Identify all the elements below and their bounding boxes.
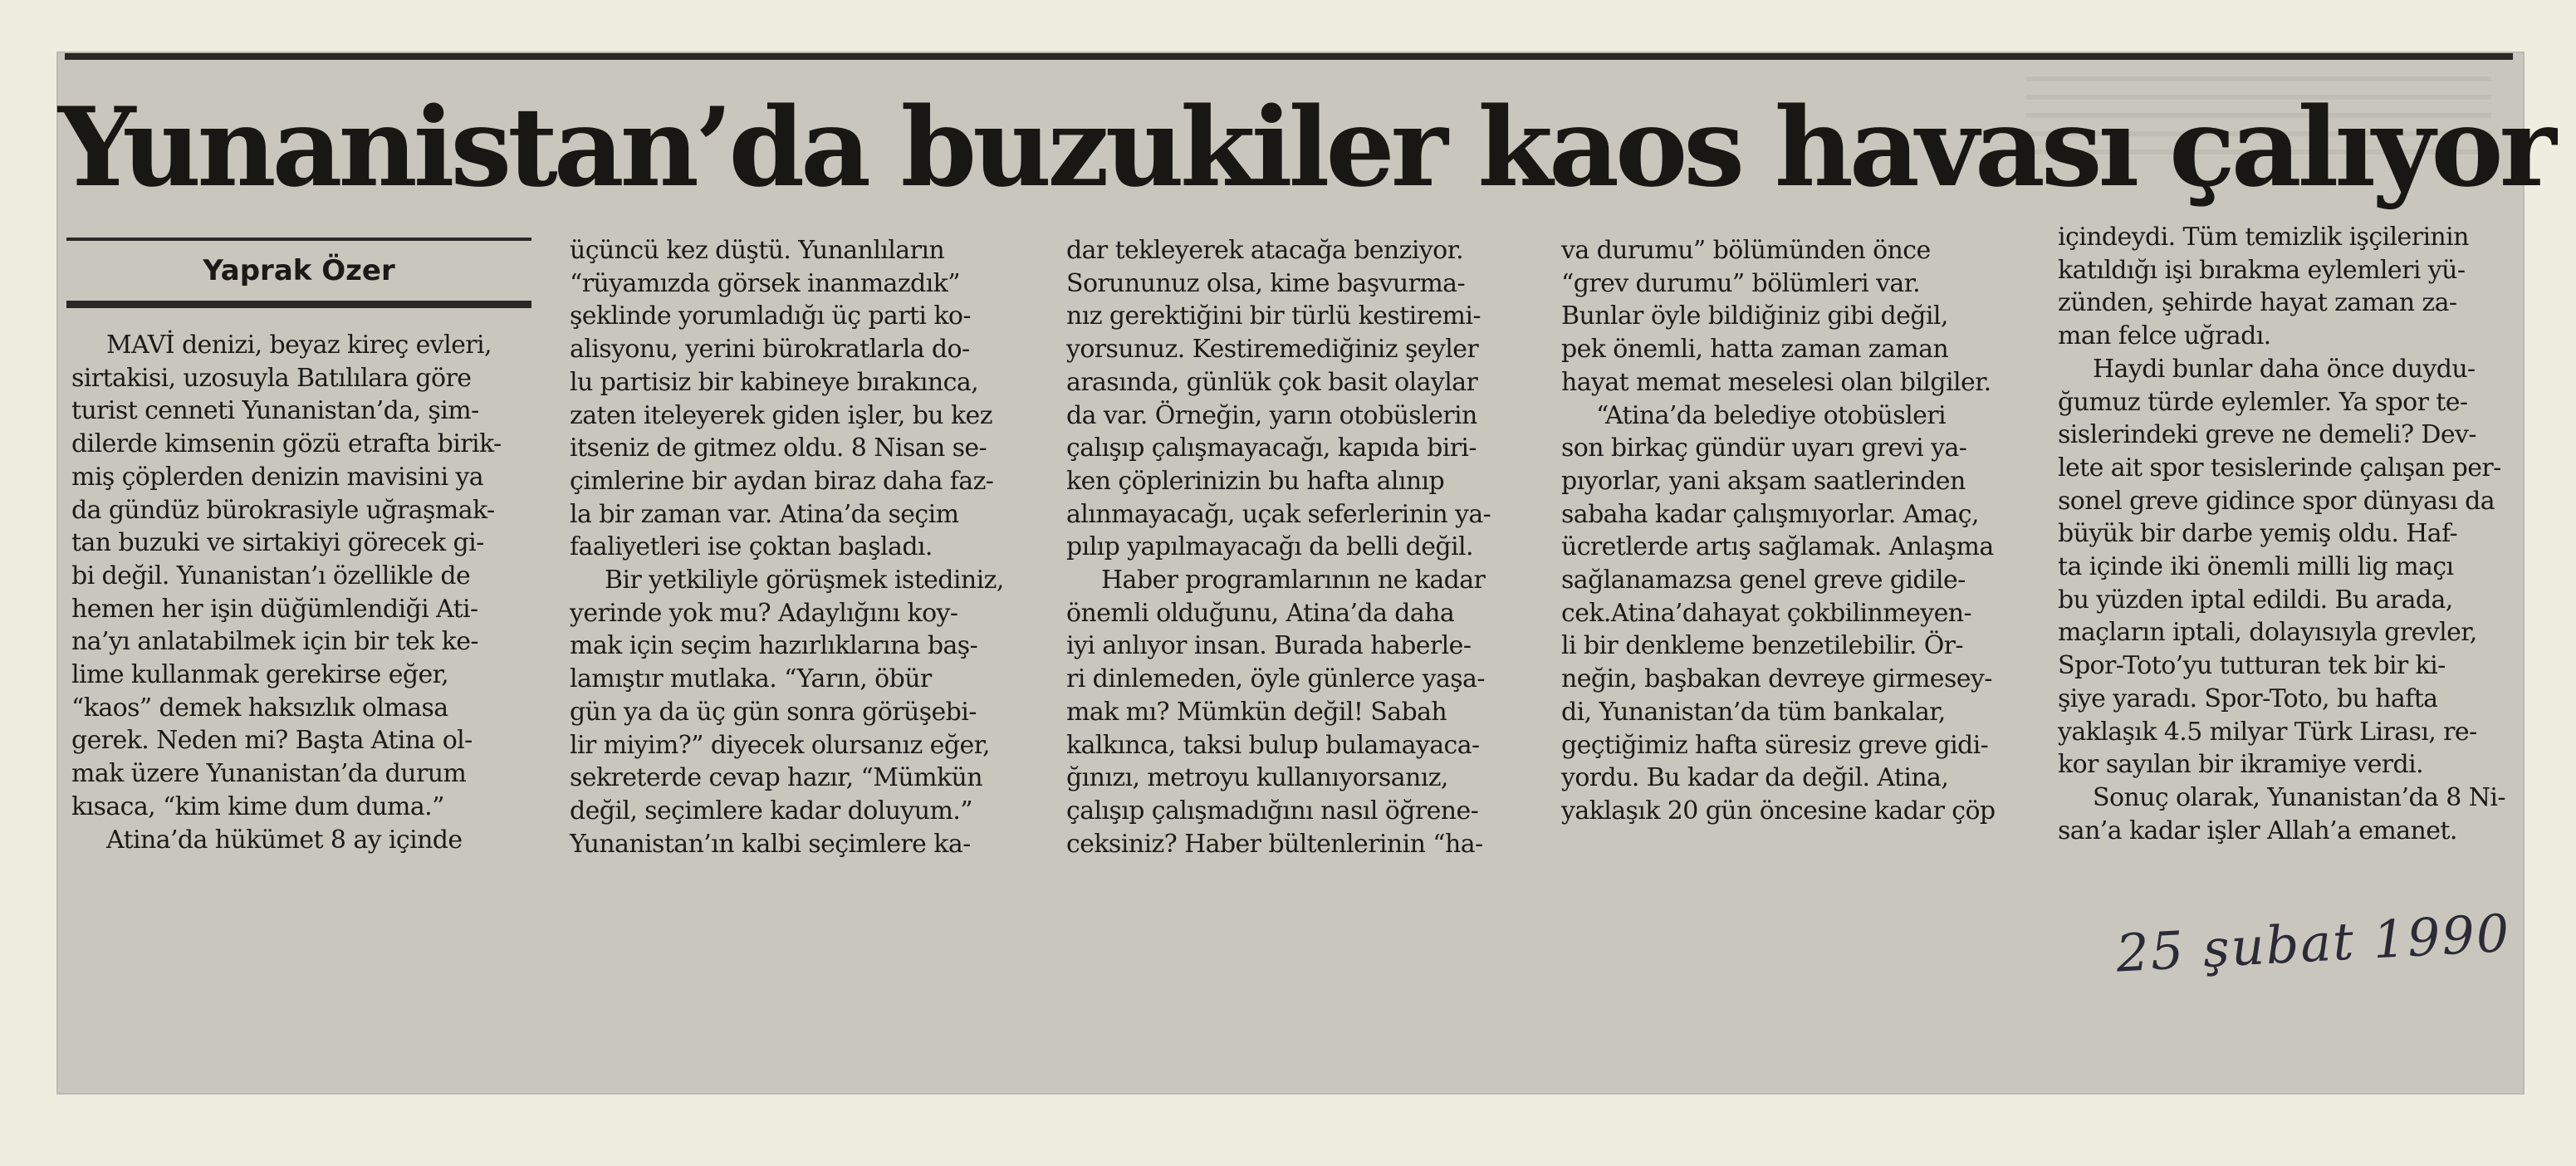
article-line: “rüyamızda görsek inanmazdık” (570, 268, 960, 298)
article-line: dilerde kimsenin gözü etrafta birik- (71, 429, 502, 459)
article-line: na’yı anlatabilmek için bir tek ke- (71, 627, 478, 657)
article-line: geçtiğimiz hafta süresiz greve gidi- (1561, 730, 1989, 760)
article-line: Bunlar öyle bildiğiniz gibi değil, (1561, 301, 1948, 331)
article-line: pek önemli, hatta zaman zaman (1561, 335, 1949, 365)
article-line: Haber programlarının ne kadar (1101, 566, 1486, 595)
article-line: di, Yunanistan’da tüm bankalar, (1561, 697, 1946, 727)
article-line: MAVİ denizi, beyaz kireç evleri, (106, 331, 492, 360)
article-line: miş çöplerden denizin mavisini ya (71, 462, 484, 492)
article-line: değil, seçimlere kadar doluyum.” (570, 796, 972, 826)
article-line: sabaha kadar çalışmıyorlar. Amaç, (1561, 499, 1979, 529)
article-line: çalışıp çalışmayacağı, kapıda biri- (1066, 434, 1477, 463)
article-line: neğin, başbakan devreye girmesey- (1561, 664, 1992, 694)
article-line: Spor-Toto’yu tutturan tek bir ki- (2058, 651, 2446, 681)
article-line: şeklinde yorumladığı üç parti ko- (570, 301, 971, 331)
article-line: hemen her işin düğümlendiği Ati- (71, 594, 478, 624)
article-line: gerek. Neden mi? Başta Atina ol- (71, 726, 473, 756)
article-line: yaklaşık 4.5 milyar Türk Lirası, re- (2058, 717, 2477, 747)
article-column-4 (1561, 234, 2026, 828)
article-line: va durumu” bölümünden önce (1561, 236, 1931, 265)
article-line: Haydi bunlar daha önce duydu- (2093, 354, 2476, 384)
article-line: sekreterde cevap hazır, “Mümkün (570, 763, 982, 793)
article-line: üçüncü kez düştü. Yunanlıların (570, 236, 945, 265)
article-line: büyük bir darbe yemiş oldu. Haf- (2058, 519, 2458, 549)
article-line: bu yüzden iptal edildi. Bu arada, (2058, 585, 2453, 615)
article-line: zünden, şehirde hayat zaman za- (2058, 288, 2457, 318)
byline: Yaprak Özer (203, 254, 395, 287)
article-line: çalışıp çalışmadığını nasıl öğrene- (1066, 796, 1479, 826)
article-line: şiye yaradı. Spor-Toto, bu hafta (2058, 683, 2438, 713)
article-line: çimlerine bir aydan biraz daha faz- (570, 466, 994, 496)
article-line: itseniz de gitmez oldu. 8 Nisan se- (570, 434, 987, 463)
article-line: hayat memat meselesi olan bilgiler. (1561, 367, 1991, 397)
article-line: cek.Atina’dahayat çokbilinmeyen- (1561, 598, 1972, 628)
article-line: yaklaşık 20 gün öncesine kadar çöp (1561, 796, 1996, 826)
article-line: alisyonu, yerini bürokratlarla do- (570, 335, 970, 365)
article-line: sislerindeki greve ne demeli? Dev- (2058, 420, 2476, 450)
article-column-3 (1066, 234, 1540, 860)
top-rule (65, 53, 2513, 60)
article-line: lime kullanmak gerekirse eğer, (71, 660, 449, 690)
article-line: sonel greve gidince spor dünyası da (2058, 486, 2495, 516)
article-line: faaliyetleri ise çoktan başladı. (570, 532, 933, 562)
article-line: “kaos” demek haksızlık olmasa (71, 693, 448, 723)
article-line: kısaca, “kim kime dum duma.” (71, 791, 444, 821)
handwritten-date: 25 şubat 1990 (2114, 902, 2513, 984)
article-line: ceksiniz? Haber bültenlerinin “ha- (1066, 829, 1483, 859)
article-column-5 (2058, 221, 2523, 847)
article-line: tan buzuki ve sirtakiyi görecek gi- (71, 528, 484, 558)
article-line: ğınızı, metroyu kullanıyorsanız, (1066, 763, 1448, 793)
article-line: kor sayılan bir ikramiye verdi. (2058, 750, 2424, 780)
article-column-2 (570, 234, 1035, 860)
article-line: Bir yetkiliyle görüşmek istediniz, (605, 566, 1004, 595)
article-line: ğumuz türde eylemler. Ya spor te- (2058, 387, 2468, 417)
article-line: lamıştır mutlaka. “Yarın, öbür (570, 664, 932, 694)
byline-rule-bottom (66, 301, 531, 308)
article-line: gün ya da üç gün sonra görüşebi- (570, 697, 977, 727)
article-line: zaten iteleyerek giden işler, bu kez (570, 400, 992, 430)
article-line: man felce uğradı. (2058, 321, 2271, 351)
article-line: yordu. Bu kadar da değil. Atina, (1561, 763, 1949, 793)
article-line: la bir zaman var. Atina’da seçim (570, 499, 959, 529)
article-line: kalkınca, taksi bulup bulamayaca- (1066, 730, 1480, 760)
article-line: Sorununuz olsa, kime başvurma- (1066, 268, 1465, 298)
article-line: dar tekleyerek atacağa benziyor. (1066, 236, 1464, 265)
article-line: nız gerektiğini bir türlü kestiremi- (1066, 301, 1481, 331)
article-line: Sonuç olarak, Yunanistan’da 8 Ni- (2093, 782, 2505, 812)
article-line: turist cenneti Yunanistan’da, şim- (71, 396, 479, 426)
article-line: sağlanamazsa genel greve gidile- (1561, 566, 1966, 595)
article-line: mak için seçim hazırlıklarına baş- (570, 631, 978, 661)
article-line: lete ait spor tesislerinde çalışan per- (2058, 453, 2501, 483)
article-line: maçların iptali, dolayısıyla grevler, (2058, 618, 2477, 648)
article-line: son birkaç gündür uyarı grevi ya- (1561, 434, 1967, 463)
article-line: li bir denkleme benzetilebilir. Ör- (1561, 631, 1963, 661)
article-line: arasında, günlük çok basit olaylar (1066, 367, 1478, 397)
article-line: lu partisiz bir kabineye bırakınca, (570, 367, 979, 397)
article-line: Yunanistan’ın kalbi seçimlere ka- (570, 829, 971, 859)
headline: Yunanistan’da buzukiler kaos havası çalıyor (58, 83, 2553, 211)
article-line: “grev durumu” bölümleri var. (1561, 268, 1921, 298)
article-line: da var. Örneğin, yarın otobüslerin (1066, 400, 1477, 430)
article-line: ücretlerde artış sağlamak. Anlaşma (1561, 532, 1994, 562)
article-line: önemli olduğunu, Atina’da daha (1066, 598, 1455, 628)
article-line: içindeydi. Tüm temizlik işçilerinin (2058, 223, 2469, 252)
article-line: “Atina’da belediye otobüsleri (1596, 400, 1946, 430)
article-line: da gündüz bürokrasiyle uğraşmak- (71, 495, 495, 525)
article-line: mak üzere Yunanistan’da durum (71, 759, 467, 789)
article-line: bi değil. Yunanistan’ı özellikle de (71, 561, 471, 590)
article-line: pıyorlar, yani akşam saatlerinden (1561, 466, 1966, 496)
article-line: lir miyim?” diyecek olursanız eğer, (570, 730, 990, 760)
article-line: alınmayacağı, uçak seferlerinin ya- (1066, 499, 1491, 529)
article-line: mak mı? Mümkün değil! Sabah (1066, 697, 1447, 727)
article-line: sirtakisi, uzosuyla Batılılara göre (71, 363, 472, 393)
article-line: yerinde yok mu? Adaylığını koy- (570, 598, 958, 628)
article-column-1 (71, 329, 530, 856)
article-line: pılıp yapılmayacağı da belli değil. (1066, 532, 1473, 562)
article-line: katıldığı işi bırakma eylemleri yü- (2058, 255, 2466, 285)
article-line: ri dinlemeden, öyle günlerce yaşa- (1066, 664, 1485, 694)
article-line: Atina’da hükümet 8 ay içinde (106, 825, 463, 855)
article-line: yorsunuz. Kestiremediğiniz şeyler (1066, 335, 1479, 365)
article-line: iyi anlıyor insan. Burada haberle- (1066, 631, 1472, 661)
byline-rule-top (66, 238, 531, 241)
article-line: san’a kadar işler Allah’a emanet. (2058, 816, 2457, 845)
article-line: ken çöplerinizin bu hafta alınıp (1066, 466, 1445, 496)
article-line: ta içinde iki önemli milli lig maçı (2058, 552, 2454, 582)
